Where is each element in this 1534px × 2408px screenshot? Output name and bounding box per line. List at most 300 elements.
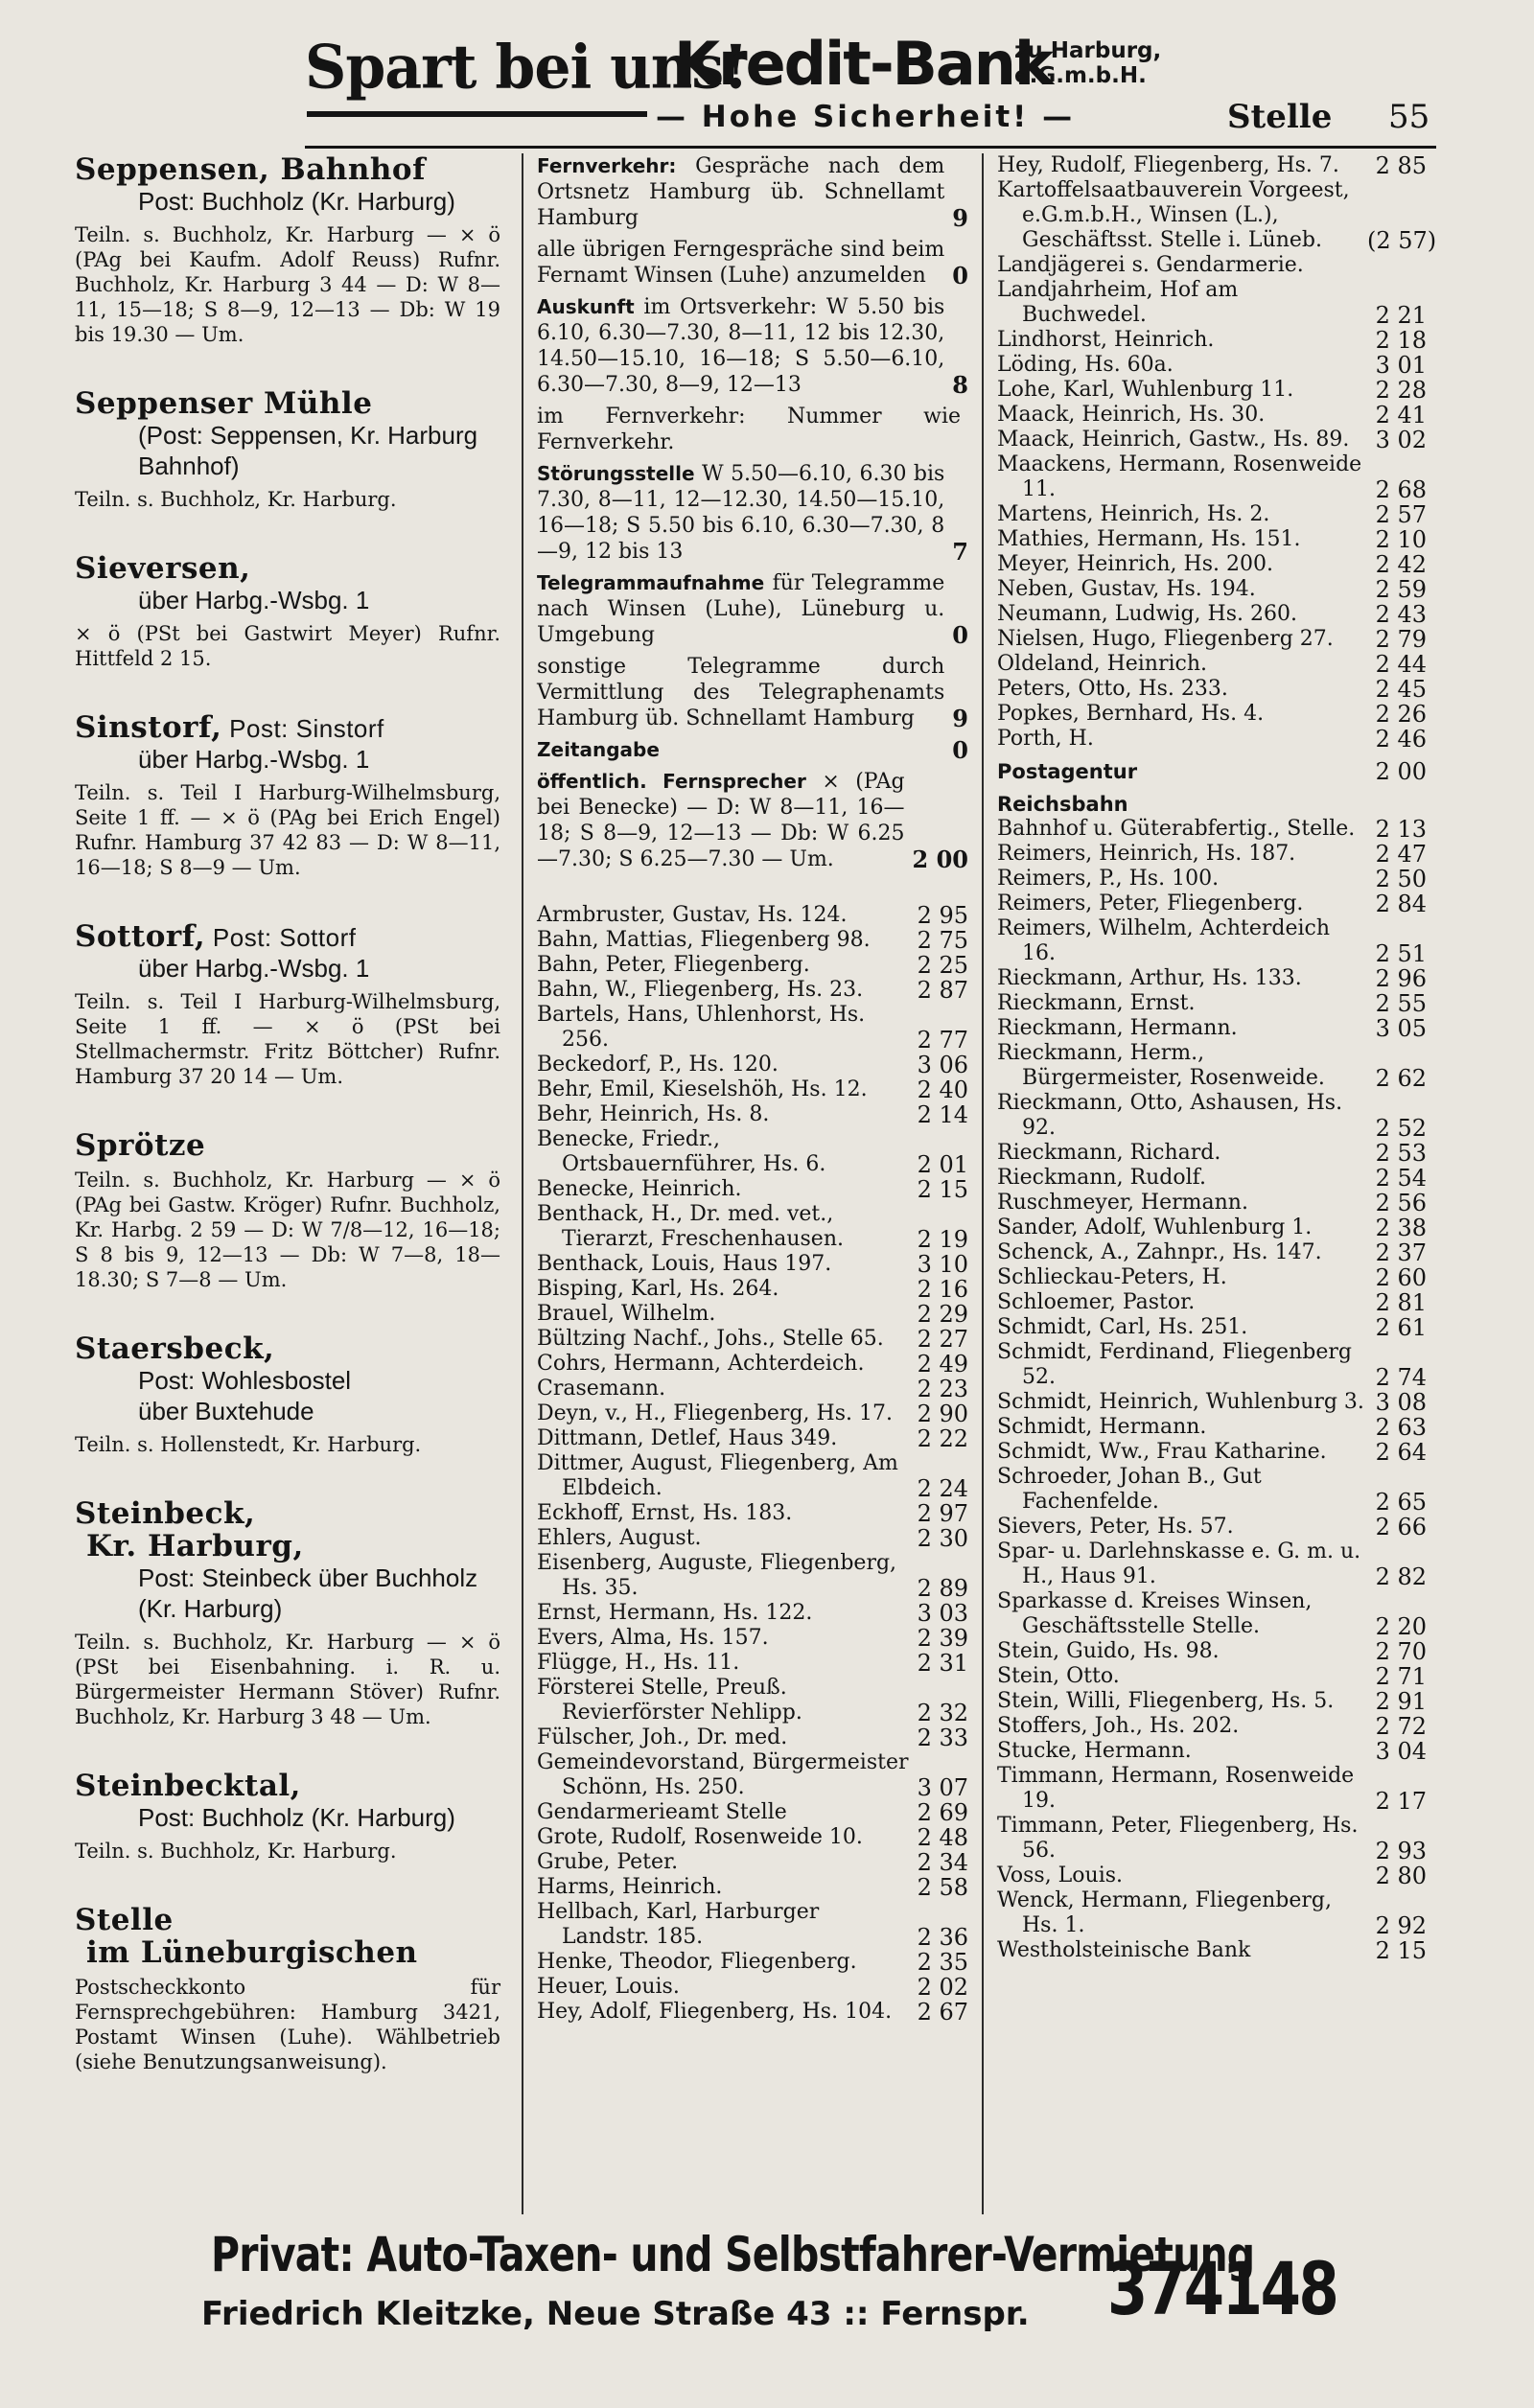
subscriber-name: Eisenberg, Auguste, Fliegenberg, Hs. 35.	[537, 1551, 897, 1600]
subscriber-number: 2 15	[1375, 1937, 1427, 1964]
subscriber-name: Benthack, H., Dr. med. vet., Tierarzt, Freschenhausen.	[537, 1202, 844, 1251]
place-name	[75, 1770, 500, 1802]
place-name	[75, 1332, 500, 1365]
subscriber-number: 2 33	[917, 1725, 968, 1751]
place-name-text: Staersbeck,	[75, 1331, 275, 1366]
place-details: Teiln. s. Buchholz, Kr. Harburg — ⨯ ö (PAg bei Gastw. Kröger) Rufnr. Buchholz, Kr. Harbg. 2 59 — D: W 7/8—12, 16—18; S 8 bis 9, 12—13 — Db: W 7—8, 18—18.30; S 7—8 — Um.	[75, 1169, 500, 1291]
subscriber-number: 2 25	[917, 952, 968, 979]
subscriber-number: 2 55	[1375, 990, 1427, 1017]
stelle-info-row	[537, 461, 968, 565]
subscriber-row	[997, 916, 1427, 966]
subscriber-name: Schroeder, Johan B., Gut Fachenfelde.	[997, 1465, 1262, 1514]
place-name	[75, 1129, 500, 1162]
subscriber-number: 2 63	[1375, 1414, 1427, 1441]
subscriber-name: Cohrs, Hermann, Achterdeich.	[537, 1352, 865, 1376]
subscriber-number: 2 90	[917, 1401, 968, 1427]
subscriber-row	[997, 1589, 1427, 1639]
subscriber-name: Reimers, P., Hs. 100.	[997, 867, 1220, 891]
subscriber-name: Neumann, Ludwig, Hs. 260.	[997, 602, 1297, 626]
subscriber-name: Reimers, Heinrich, Hs. 187.	[997, 842, 1296, 866]
subscriber-number: 3 08	[1375, 1389, 1427, 1416]
place-entry	[75, 711, 500, 880]
stelle-info-row	[537, 654, 968, 731]
subscriber-number: 2 02	[917, 1974, 968, 2001]
subscriber-row	[997, 1764, 1427, 1814]
subscriber-name: Rieckmann, Otto, Ashausen, Hs. 92.	[997, 1091, 1343, 1140]
subscriber-number: 2 93	[1375, 1838, 1427, 1864]
subscriber-row	[537, 1501, 968, 1526]
subscriber-name: Schmidt, Ferdinand, Fliegenberg 52.	[997, 1340, 1352, 1389]
stelle-info-value: 9	[952, 705, 968, 732]
subscriber-number: 3 06	[917, 1052, 968, 1078]
subscriber-row	[997, 1141, 1427, 1166]
subscriber-name: Westholsteinische Bank	[997, 1938, 1251, 1962]
subscriber-name: Bahn, Mattias, Fliegenberg 98.	[537, 928, 871, 952]
subscriber-row	[537, 928, 968, 953]
subscriber-number: 2 45	[1375, 676, 1427, 703]
stelle-info-text	[537, 153, 944, 231]
stelle-info-value: 9	[952, 204, 968, 232]
subscriber-name: Martens, Heinrich, Hs. 2.	[997, 502, 1270, 526]
bank-subtitle	[1014, 38, 1161, 88]
subscriber-number: 2 52	[1375, 1115, 1427, 1142]
subscriber-number: 2 53	[1375, 1140, 1427, 1167]
subscriber-row	[997, 652, 1427, 677]
subscriber-row	[537, 1676, 968, 1725]
subscriber-number: 2 81	[1375, 1289, 1427, 1316]
subscriber-row	[997, 842, 1427, 867]
subscriber-name: Behr, Heinrich, Hs. 8.	[537, 1102, 770, 1126]
place-name-text: Seppenser Mühle	[75, 386, 373, 421]
subscriber-list-mid	[537, 903, 968, 2025]
subscriber-number: 2 79	[1375, 626, 1427, 653]
subscriber-row	[997, 1240, 1427, 1265]
slogan-underline	[307, 111, 647, 117]
subscriber-name: Ruschmeyer, Hermann.	[997, 1191, 1248, 1215]
stelle-info-body: Gespräche nach dem Ortsnetz Hamburg üb. Schnellamt Hamburg	[537, 154, 945, 230]
subscriber-number: 2 95	[917, 902, 968, 929]
subscriber-name: Deyn, v., H., Fliegenberg, Hs. 17.	[537, 1401, 893, 1425]
subscriber-number: 3 01	[1375, 352, 1427, 379]
subscriber-row	[537, 1401, 968, 1426]
subscriber-row	[997, 1714, 1427, 1739]
subscriber-name: Stein, Willi, Fliegenberg, Hs. 5.	[997, 1689, 1335, 1713]
subscriber-row	[997, 627, 1427, 652]
place-entry	[75, 920, 500, 1089]
subscriber-name: Stein, Guido, Hs. 98.	[997, 1639, 1220, 1663]
subscriber-row	[537, 1626, 968, 1651]
subscriber-number: 2 29	[917, 1301, 968, 1328]
subscriber-number: 2 14	[917, 1101, 968, 1128]
subscriber-number: 2 34	[917, 1849, 968, 1876]
subscriber-number: 2 23	[917, 1376, 968, 1402]
stelle-info-text	[537, 404, 961, 455]
ad-headline: Privat: Auto-Taxen- und Selbstfahrer-Vermietung	[211, 2227, 1255, 2282]
subscriber-name: Timmann, Hermann, Rosenweide 19.	[997, 1764, 1355, 1813]
subscriber-row	[997, 278, 1427, 328]
header-divider	[305, 146, 1436, 149]
subscriber-number: 2 51	[1375, 940, 1427, 967]
subscriber-row	[537, 1127, 968, 1177]
subscriber-name: Mathies, Hermann, Hs. 151.	[997, 527, 1301, 551]
subscriber-row	[997, 1938, 1427, 1963]
subscriber-number: 2 57	[1375, 501, 1427, 528]
subscriber-number: 2 44	[1375, 651, 1427, 678]
subscriber-name: Oldeland, Heinrich.	[997, 652, 1208, 676]
stelle-info-value: 0	[952, 621, 968, 649]
subscriber-name: Löding, Hs. 60a.	[997, 353, 1174, 377]
place-name-text: Steinbecktal,	[75, 1769, 301, 1803]
stelle-info-body: ⨯ (PAg bei Benecke) — D: W 8—11, 16—18; S 8—9, 12—13 — Db: W 6.25—7.30; S 6.25—7.30 — Um.	[537, 770, 905, 871]
place-name-text: Stelle	[75, 1903, 174, 1937]
subscriber-number: 2 71	[1375, 1663, 1427, 1690]
subscriber-row	[537, 1875, 968, 1900]
place-post-line: Post: Wohlesbostel	[138, 1366, 352, 1395]
subscriber-name: Stucke, Hermann.	[997, 1739, 1192, 1763]
section-title: Stelle	[1227, 98, 1333, 136]
place-post-line: über Harbg.-Wsbg. 1	[138, 954, 370, 983]
subscriber-name: Hey, Rudolf, Fliegenberg, Hs. 7.	[997, 153, 1339, 177]
subscriber-name: Voss, Louis.	[997, 1864, 1124, 1887]
subscriber-name: Porth, H.	[997, 727, 1094, 751]
subscriber-name: Rieckmann, Arthur, Hs. 133.	[997, 966, 1302, 990]
subscriber-number: 2 54	[1375, 1165, 1427, 1192]
subscriber-name: Ernst, Hermann, Hs. 122.	[537, 1601, 813, 1625]
place-post-line: (Post: Seppensen, Kr. Harburg	[138, 421, 478, 450]
place-post-inline: Post: Sinstorf	[221, 714, 384, 743]
section-spacer	[537, 878, 968, 903]
place-name-text: Sinstorf,	[75, 710, 222, 745]
subscriber-row	[537, 1950, 968, 1975]
subscriber-name: Lindhorst, Heinrich.	[997, 328, 1215, 352]
subscriber-row	[997, 1415, 1427, 1440]
subscriber-name: Peters, Otto, Hs. 233.	[997, 677, 1228, 701]
subscriber-name: Meyer, Heinrich, Hs. 200.	[997, 552, 1273, 576]
subscriber-number: 2 43	[1375, 601, 1427, 628]
subscriber-number: 2 89	[917, 1575, 968, 1602]
subscriber-number: 3 03	[917, 1600, 968, 1627]
stelle-info-value: 7	[952, 538, 968, 566]
place-name-text: Sieversen,	[75, 551, 251, 586]
subscriber-number: 2 68	[1375, 476, 1427, 503]
subscriber-name: Schmidt, Carl, Hs. 251.	[997, 1315, 1248, 1339]
subscriber-number: 2 62	[1375, 1065, 1427, 1092]
subscriber-row	[537, 1352, 968, 1377]
subscriber-row	[537, 953, 968, 978]
ad-address: Friedrich Kleitzke, Neue Straße 43 :: Fernspr.	[201, 2295, 1030, 2333]
subscriber-number: 2 77	[917, 1027, 968, 1054]
stelle-info-row	[537, 294, 968, 398]
subscriber-name: Rieckmann, Ernst.	[997, 991, 1196, 1015]
subscriber-row	[997, 891, 1427, 916]
bank-subtitle-line1: zu Harburg,	[1014, 38, 1162, 63]
subscriber-name: Stein, Otto.	[997, 1664, 1120, 1688]
place-name-text: Sottorf,	[75, 919, 206, 954]
place-details: Teiln. s. Teil I Harburg-Wilhelmsburg, Seite 1 ff. — ⨯ ö (PAg bei Erich Engel) Rufnr. Hamburg 37 42 83 — D: W 8—11, 16—18; S 8—9 — Um.	[75, 781, 500, 879]
subscriber-row	[997, 428, 1427, 452]
place-name-text: Steinbeck,	[75, 1496, 256, 1531]
subscriber-name: Benthack, Louis, Haus 197.	[537, 1252, 832, 1276]
subscriber-name: Hellbach, Karl, Harburger Landstr. 185.	[537, 1900, 820, 1949]
subscriber-row	[537, 1252, 968, 1277]
subscriber-number: 2 19	[917, 1226, 968, 1253]
bank-name: Kredit-Bank	[674, 29, 1053, 99]
subscriber-row	[997, 702, 1427, 727]
subscriber-name: Grote, Rudolf, Rosenweide 10.	[537, 1825, 863, 1849]
subscriber-number: 2 96	[1375, 965, 1427, 992]
subscriber-number: 2 16	[917, 1276, 968, 1303]
subscriber-row	[997, 1465, 1427, 1515]
subscriber-row	[997, 1664, 1427, 1689]
subscriber-name: Schmidt, Heinrich, Wuhlenburg 3.	[997, 1390, 1364, 1414]
subscriber-name: Popkes, Bernhard, Hs. 4.	[997, 702, 1265, 726]
stelle-info-label: öffentlich. Fernsprecher	[537, 770, 806, 793]
subscriber-row	[537, 1526, 968, 1551]
subscriber-row	[537, 1800, 968, 1825]
subscriber-row	[537, 1177, 968, 1202]
subscriber-name: Wenck, Hermann, Fliegenberg, Hs. 1.	[997, 1888, 1332, 1937]
place-entry	[75, 153, 500, 347]
page-number: 55	[1388, 98, 1430, 136]
subscriber-name: Reimers, Peter, Fliegenberg.	[997, 891, 1304, 915]
subscriber-name: Neben, Gustav, Hs. 194.	[997, 577, 1256, 601]
subscriber-row	[997, 253, 1427, 278]
subscriber-row	[997, 1265, 1427, 1290]
stelle-info-text	[537, 237, 944, 289]
stelle-info-label: Fernverkehr:	[537, 154, 677, 177]
place-details: Teiln. s. Buchholz, Kr. Harburg.	[75, 488, 397, 511]
place-post-line: Post: Buchholz (Kr. Harburg)	[138, 187, 455, 216]
subscriber-name: Maackens, Hermann, Rosenweide 11.	[997, 452, 1362, 501]
subscriber-name: Heuer, Louis.	[537, 1975, 680, 1999]
subscriber-name: Dittmann, Detlef, Haus 349.	[537, 1426, 838, 1450]
subscriber-number: 2 32	[917, 1700, 968, 1726]
subscriber-row	[997, 1216, 1427, 1240]
subscriber-name: Stoffers, Joh., Hs. 202.	[997, 1714, 1240, 1738]
stelle-info-row	[537, 769, 968, 872]
subscriber-number: 2 72	[1375, 1713, 1427, 1740]
subscriber-name: Rieckmann, Herm., Bürgermeister, Rosenweide.	[997, 1041, 1325, 1090]
subscriber-row	[537, 1302, 968, 1327]
place-name-text: Sprötze	[75, 1128, 206, 1163]
stelle-info-label: Zeitangabe	[537, 738, 660, 761]
subscriber-number: 2 10	[1375, 526, 1427, 553]
subscriber-name: Bültzing Nachf., Johs., Stelle 65.	[537, 1327, 884, 1351]
place-details: ⨯ ö (PSt bei Gastwirt Meyer) Rufnr. Hittfeld 2 15.	[75, 622, 500, 670]
subscriber-name: Bartels, Hans, Uhlenhorst, Hs. 256.	[537, 1003, 866, 1052]
subscriber-name: Rieckmann, Hermann.	[997, 1016, 1238, 1040]
subscriber-name: Gemeindevorstand, Bürgermeister Schönn, Hs. 250.	[537, 1750, 909, 1799]
subscriber-row	[997, 178, 1437, 254]
subscriber-name: Benecke, Friedr., Ortsbauernführer, Hs. 6.	[537, 1127, 826, 1176]
ad-slogan: Spart bei uns!	[305, 33, 748, 104]
subscriber-row	[997, 502, 1427, 527]
subscriber-name: Crasemann.	[537, 1377, 666, 1401]
place-details: Teiln. s. Buchholz, Kr. Harburg.	[75, 1840, 397, 1863]
stelle-info-value: 0	[952, 262, 968, 289]
stelle-info-row	[537, 404, 968, 455]
subscriber-number: 2 50	[1375, 866, 1427, 892]
subscriber-number: 2 21	[1375, 302, 1427, 329]
subscriber-number: 2 38	[1375, 1215, 1427, 1241]
subscriber-number: 2 80	[1375, 1863, 1427, 1889]
subscriber-row	[997, 867, 1427, 891]
subscriber-list-right	[997, 152, 1437, 1964]
subscriber-row	[537, 1725, 968, 1750]
subscriber-row	[997, 577, 1427, 602]
subscriber-number: 2 40	[917, 1077, 968, 1103]
subscriber-row	[997, 677, 1427, 702]
subscriber-number: 2 47	[1375, 841, 1427, 868]
subscriber-number: 2 22	[917, 1425, 968, 1452]
subscriber-number: 2 13	[1375, 816, 1427, 843]
subscriber-name: Benecke, Heinrich.	[537, 1177, 742, 1201]
subscriber-name: Evers, Alma, Hs. 157.	[537, 1626, 769, 1650]
place-post-line: Post: Buchholz (Kr. Harburg)	[138, 1803, 455, 1832]
subscriber-row	[997, 403, 1427, 428]
subscriber-row	[537, 1003, 968, 1053]
subscriber-name: Fülscher, Joh., Dr. med.	[537, 1725, 788, 1749]
subscriber-name: Bahn, W., Fliegenberg, Hs. 23.	[537, 978, 864, 1002]
subscriber-name: Sievers, Peter, Hs. 57.	[997, 1515, 1234, 1539]
subscriber-name: Grube, Peter.	[537, 1850, 679, 1874]
subscriber-number: 2 49	[917, 1351, 968, 1378]
subscriber-name: Hey, Adolf, Fliegenberg, Hs. 104.	[537, 2000, 893, 2024]
subscriber-row	[537, 1077, 968, 1102]
page-header	[305, 27, 1436, 151]
place-name	[75, 711, 500, 744]
subscriber-row	[537, 1426, 968, 1451]
subscriber-number: 2 56	[1375, 1190, 1427, 1216]
subscriber-row	[997, 1091, 1427, 1141]
subscriber-name: Eckhoff, Ernst, Hs. 183.	[537, 1501, 793, 1525]
subscriber-number: 2 60	[1375, 1264, 1427, 1291]
subscriber-number: 2 46	[1375, 726, 1427, 752]
subscriber-number: 2 27	[917, 1326, 968, 1353]
subscriber-name: Kartoffelsaatbauverein Vorgeest, e.G.m.b.H., Winsen (L.), Geschäftsst. Stelle i. Lüneb.	[997, 178, 1350, 252]
subscriber-row	[537, 1102, 968, 1127]
stelle-info-label: Telegrammaufnahme	[537, 571, 765, 594]
place-post-line: (Kr. Harburg)	[138, 1594, 283, 1623]
subscriber-number: 2 42	[1375, 551, 1427, 578]
subscriber-row	[997, 552, 1427, 577]
place-entry	[75, 1904, 500, 2074]
subscriber-number: 2 00	[1375, 758, 1427, 785]
subscriber-number: 2 91	[1375, 1688, 1427, 1715]
stelle-info-body: im Fernverkehr: Nummer wie Fernverkehr.	[537, 405, 961, 454]
subscriber-number: 2 48	[917, 1824, 968, 1851]
subscriber-name: Beckedorf, P., Hs. 120.	[537, 1053, 779, 1077]
subscriber-number: 3 07	[917, 1774, 968, 1801]
subscriber-number: 3 04	[1375, 1738, 1427, 1765]
subscriber-number: 2 70	[1375, 1638, 1427, 1665]
place-name	[75, 920, 500, 953]
place-post-inline: Post: Sottorf	[205, 923, 357, 952]
place-details: Teiln. s. Hollenstedt, Kr. Harburg.	[75, 1433, 422, 1456]
subscriber-row	[997, 966, 1427, 991]
subscriber-name: Rieckmann, Rudolf.	[997, 1166, 1207, 1190]
stelle-info-text	[537, 570, 944, 648]
subscriber-row	[997, 1290, 1427, 1315]
subscriber-row	[537, 1651, 968, 1676]
subscriber-number: 2 20	[1375, 1613, 1427, 1640]
subscriber-number: 2 87	[917, 977, 968, 1004]
stelle-info-body: W 5.50—6.10, 6.30 bis 7.30, 8—11, 12—12.30, 14.50—15.10, 16—18; S 5.50 bis 6.10, 6.30—7.30, 8—9, 12 bis 13	[537, 462, 945, 564]
subscriber-name: Gendarmerieamt Stelle	[537, 1800, 787, 1824]
subscriber-row	[997, 991, 1427, 1016]
subscriber-row	[997, 1440, 1427, 1465]
subscriber-number: 2 15	[917, 1176, 968, 1203]
subscriber-number: 2 30	[917, 1525, 968, 1552]
subscriber-row	[997, 452, 1427, 502]
stelle-info-label: Störungsstelle	[537, 462, 695, 485]
column-divider-2	[982, 153, 984, 2214]
stelle-info-label: Auskunft	[537, 295, 635, 318]
list-heading	[997, 792, 1427, 817]
subscriber-name: Schmidt, Ww., Frau Katharine.	[997, 1440, 1327, 1464]
subscriber-name: Flügge, H., Hs. 11.	[537, 1651, 740, 1675]
subscriber-row	[997, 1016, 1427, 1041]
place-post-line: Bahnhof)	[138, 452, 240, 480]
place-name-line2: Kr. Harburg,	[86, 1529, 304, 1563]
subscriber-row	[997, 602, 1427, 627]
subscriber-number: 2 85	[1375, 152, 1427, 179]
subscriber-row	[537, 1377, 968, 1401]
stelle-info-text	[537, 654, 944, 731]
place-entry	[75, 552, 500, 671]
subscriber-name: Reichsbahn	[997, 793, 1128, 816]
subscriber-number: 3 10	[917, 1251, 968, 1278]
place-name	[75, 1497, 500, 1530]
stelle-info-value: 2 00	[912, 845, 968, 873]
subscriber-row	[997, 1191, 1427, 1216]
subscriber-row	[997, 1390, 1427, 1415]
bank-subtitle-line2: e.G.m.b.H.	[1014, 63, 1147, 88]
subscriber-row	[537, 1850, 968, 1875]
place-name-line2: im Lüneburgischen	[86, 1935, 418, 1970]
subscriber-row	[537, 1750, 968, 1800]
place-entry	[75, 1129, 500, 1292]
place-name-text: Seppensen, Bahnhof	[75, 152, 426, 187]
subscriber-number: 2 65	[1375, 1489, 1427, 1516]
subscriber-row	[997, 1639, 1427, 1664]
stelle-info-block	[537, 153, 968, 872]
place-name	[75, 1904, 500, 1936]
subscriber-name: Maack, Heinrich, Gastw., Hs. 89.	[997, 428, 1350, 452]
subscriber-row	[997, 727, 1427, 752]
place-details: Postscheckkonto für Fernsprechgebühren: Hamburg 3421, Postamt Winsen (Luhe). Wählbetrieb (siehe Benutzungsanweisung).	[75, 1976, 500, 2073]
place-details: Teiln. s. Buchholz, Kr. Harburg — ⨯ ö (PAg bei Kaufm. Adolf Reuss) Rufnr. Buchholz, Kr. Harburg 3 44 — D: W 8—11, 15—18; S 8—9, 12—13 — Db: W 19 bis 19.30 — Um.	[75, 223, 500, 346]
place-details: Teiln. s. Teil I Harburg-Wilhelmsburg, Seite 1 ff. — ⨯ ö (PSt bei Stellmachermstr. Fritz Böttcher) Rufnr. Hamburg 37 20 14 — Um.	[75, 990, 500, 1088]
subscriber-row	[537, 1551, 968, 1601]
place-name	[75, 153, 500, 186]
place-details: Teiln. s. Buchholz, Kr. Harburg — ⨯ ö (PSt bei Eisenbahning. i. R. u. Bürgermeister Hermann Stöver) Rufnr. Buchholz, Kr. Harburg 3 48 — Um.	[75, 1631, 500, 1728]
subscriber-name: Rieckmann, Richard.	[997, 1141, 1221, 1165]
subscriber-name: Spar- u. Darlehnskasse e. G. m. u. H., Haus 91.	[997, 1540, 1361, 1588]
subscriber-number: 2 39	[917, 1625, 968, 1652]
place-entry	[75, 1497, 500, 1729]
subscriber-number: 2 84	[1375, 891, 1427, 917]
subscriber-name: Harms, Heinrich.	[537, 1875, 723, 1899]
subscriber-row	[537, 1900, 968, 1950]
subscriber-name: Maack, Heinrich, Hs. 30.	[997, 403, 1266, 427]
place-entry	[75, 1770, 500, 1864]
subscriber-row	[997, 328, 1427, 353]
subscriber-name: Henke, Theodor, Fliegenberg.	[537, 1950, 857, 1974]
subscriber-number: 2 35	[917, 1949, 968, 1976]
subscriber-number: 2 66	[1375, 1514, 1427, 1540]
subscriber-row	[537, 1053, 968, 1077]
